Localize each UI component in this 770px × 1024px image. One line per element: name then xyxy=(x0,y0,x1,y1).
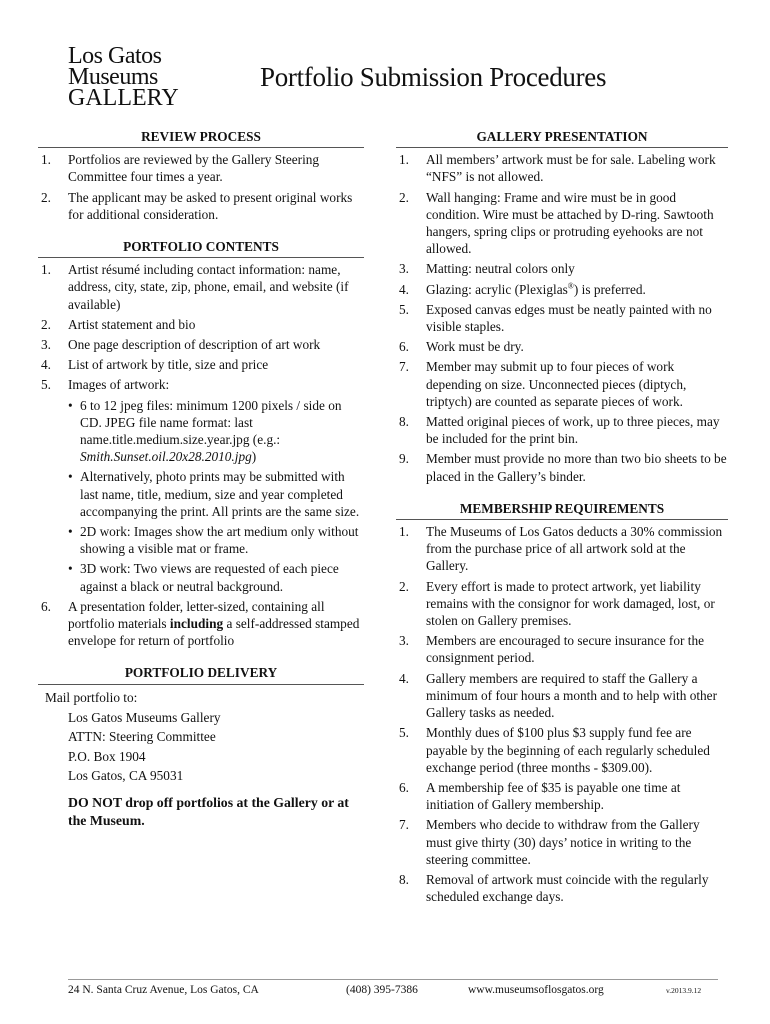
mailing-address xyxy=(68,708,364,786)
emphasis-text: including xyxy=(169,616,224,632)
item-text: 2D work: Images show the art medium only without showing a visible mat or frame. xyxy=(80,524,359,557)
item-number: 8. xyxy=(399,871,409,887)
bullet-icon: • xyxy=(68,561,73,577)
list-item xyxy=(396,670,728,722)
address-line: P.O. Box 1904 xyxy=(68,748,146,764)
list-item xyxy=(396,413,728,447)
logo-line-2: Museums xyxy=(68,64,158,90)
item-number: 6. xyxy=(41,598,51,614)
item-number: 5. xyxy=(399,301,409,317)
bullet-icon: • xyxy=(68,469,73,485)
item-text: Members are encouraged to secure insurance for the consignment period. xyxy=(426,633,704,666)
footer-divider xyxy=(68,979,718,980)
item-text: Gallery members are required to staff the Gallery a minimum of four hours a month and to help with other Gallery tasks as needed. xyxy=(426,670,718,721)
list-item xyxy=(38,151,364,185)
list-item xyxy=(38,376,364,594)
file-name-example: Smith.Sunset.oil.20x28.2010.jpg xyxy=(80,449,252,465)
item-number: 7. xyxy=(399,817,409,833)
address-line: ATTN: Steering Committee xyxy=(68,729,216,745)
bullet-icon: • xyxy=(68,524,73,540)
left-column xyxy=(38,125,364,830)
list-item xyxy=(396,871,728,905)
item-text: The Museums of Los Gatos deducts a 30% commission from the purchase price of all artwork sold at the Gallery. xyxy=(426,524,723,574)
list-item xyxy=(396,301,728,335)
item-number: 7. xyxy=(399,359,409,375)
footer-phone: (408) 395-7386 xyxy=(346,984,418,996)
item-text: Members who decide to withdraw from the Gallery must give thirty (30) days’ notice in writing to the steering committee. xyxy=(426,817,700,867)
item-number: 1. xyxy=(41,152,51,168)
artwork-image-options xyxy=(68,397,364,595)
review-process-list xyxy=(38,151,364,223)
list-item xyxy=(38,261,364,313)
list-item xyxy=(396,523,728,575)
item-text: 6 to 12 jpeg files: minimum 1200 pixels / side on CD. JPEG file name format: last name.title.medium.size.year.jpg (e.g.: xyxy=(80,397,342,448)
list-item xyxy=(396,189,728,258)
item-number: 5. xyxy=(41,377,51,393)
review-process-heading: REVIEW PROCESS xyxy=(38,125,364,148)
list-item xyxy=(38,356,364,373)
list-item xyxy=(396,724,728,776)
sub-list-item xyxy=(68,560,364,594)
item-number: 3. xyxy=(399,261,409,277)
footer-website: www.museumsoflosgatos.org xyxy=(468,984,604,996)
list-item xyxy=(396,358,728,410)
address-line: Los Gatos, CA 95031 xyxy=(68,768,184,784)
list-item xyxy=(38,189,364,223)
gallery-logo xyxy=(68,43,188,111)
item-number: 2. xyxy=(41,316,51,332)
mail-instruction: Mail portfolio to: xyxy=(45,689,138,705)
membership-requirements-list xyxy=(396,523,728,905)
sub-list-item xyxy=(68,523,364,557)
item-text: Member may submit up to four pieces of work depending on size. Unconnected pieces (diptych, triptych) are counted as separate pieces of work. xyxy=(426,359,687,409)
footer-address: 24 N. Santa Cruz Avenue, Los Gatos, CA xyxy=(68,984,259,996)
item-number: 1. xyxy=(399,524,409,540)
item-text: One page description of description of art work xyxy=(68,337,321,353)
item-text: A membership fee of $35 is payable one time at initiation of Gallery membership. xyxy=(426,779,681,813)
list-item xyxy=(396,632,728,666)
portfolio-contents-heading: PORTFOLIO CONTENTS xyxy=(38,235,364,258)
membership-requirements-heading: MEMBERSHIP REQUIREMENTS xyxy=(396,497,728,520)
logo-line-3: GALLERY xyxy=(68,85,179,111)
item-text: ) xyxy=(251,449,257,465)
item-number: 4. xyxy=(399,281,409,297)
item-text: Monthly dues of $100 plus $3 supply fund fee are payable by the beginning of each regularly scheduled exchange period (three months - $309.00). xyxy=(426,725,710,775)
item-text: List of artwork by title, size and price xyxy=(68,357,269,373)
list-item xyxy=(396,450,728,484)
item-text: Member must provide no more than two bio sheets to be placed in the Gallery’s binder. xyxy=(426,451,727,484)
item-text: Wall hanging: Frame and wire must be in good condition. Wire must be attached by D-ring. Sawtooth hangers, spring clips or protruding eyehooks are not allowed. xyxy=(426,189,714,257)
item-text: Artist résumé including contact information: name, address, city, state, zip, phone, email, and website (if available) xyxy=(68,262,349,312)
list-item xyxy=(38,336,364,353)
item-text: The applicant may be asked to present original works for additional consideration. xyxy=(68,189,353,222)
list-item xyxy=(396,338,728,355)
page-footer xyxy=(68,984,718,998)
item-text: Exposed canvas edges must be neatly painted with no visible staples. xyxy=(426,301,712,335)
list-item xyxy=(38,598,364,650)
item-text: Portfolios are reviewed by the Gallery Steering Committee four times a year. xyxy=(68,152,320,185)
item-text: Artist statement and bio xyxy=(68,316,196,332)
item-text: ) is preferred. xyxy=(573,281,646,297)
portfolio-contents-list xyxy=(38,261,364,649)
item-number: 2. xyxy=(399,578,409,594)
item-number: 1. xyxy=(399,152,409,168)
item-number: 4. xyxy=(399,670,409,686)
list-item xyxy=(396,816,728,868)
gallery-presentation-heading: GALLERY PRESENTATION xyxy=(396,125,728,148)
item-text: Images of artwork: xyxy=(68,377,170,393)
item-text: a self-addressed stamped envelope for return of portfolio xyxy=(68,616,360,649)
registered-mark: ® xyxy=(567,281,574,291)
right-column xyxy=(396,125,728,908)
item-number: 8. xyxy=(399,414,409,430)
item-number: 5. xyxy=(399,725,409,741)
item-text: 3D work: Two views are requested of each piece against a black or neutral background. xyxy=(80,561,339,594)
item-number: 2. xyxy=(41,189,51,205)
item-number: 6. xyxy=(399,779,409,795)
item-number: 3. xyxy=(41,337,51,353)
list-item xyxy=(396,260,728,277)
sub-list-item xyxy=(68,468,364,520)
logo-line-1: Los Gatos xyxy=(68,43,162,69)
item-text: Alternatively, photo prints may be submitted with last name, title, medium, size and year completed accompanying the print. All prints are the same size. xyxy=(80,469,360,519)
item-number: 1. xyxy=(41,262,51,278)
item-number: 9. xyxy=(399,451,409,467)
gallery-presentation-list xyxy=(396,151,728,485)
drop-off-warning: DO NOT drop off portfolios at the Gallery or at the Museum. xyxy=(68,794,349,828)
page-title: Portfolio Submission Procedures xyxy=(260,62,607,92)
item-text: Every effort is made to protect artwork, yet liability remains with the consignor for work damaged, lost, or stolen on Gallery premises. xyxy=(426,578,715,629)
item-number: 6. xyxy=(399,339,409,355)
list-item xyxy=(396,779,728,813)
sub-list-item xyxy=(68,397,364,466)
item-text: All members’ artwork must be for sale. Labeling work “NFS” is not allowed. xyxy=(426,152,716,185)
list-item xyxy=(38,316,364,333)
item-number: 3. xyxy=(399,633,409,649)
item-text: Matting: neutral colors only xyxy=(426,261,575,277)
list-item xyxy=(396,578,728,630)
item-number: 4. xyxy=(41,357,51,373)
bullet-icon: • xyxy=(68,397,73,413)
item-text: Work must be dry. xyxy=(426,339,524,355)
portfolio-delivery-heading: PORTFOLIO DELIVERY xyxy=(38,661,364,684)
list-item xyxy=(396,151,728,185)
item-text: Matted original pieces of work, up to three pieces, may be included for the print bin. xyxy=(426,414,720,447)
item-text: A presentation folder, letter-sized, containing all portfolio materials xyxy=(68,598,325,632)
item-text: Glazing: acrylic (Plexiglas xyxy=(426,281,568,297)
list-item xyxy=(396,281,728,298)
item-number: 2. xyxy=(399,189,409,205)
item-text: Removal of artwork must coincide with the regularly scheduled exchange days. xyxy=(426,871,709,905)
footer-version: v.2013.9.12 xyxy=(666,986,702,995)
address-line: Los Gatos Museums Gallery xyxy=(68,709,221,725)
